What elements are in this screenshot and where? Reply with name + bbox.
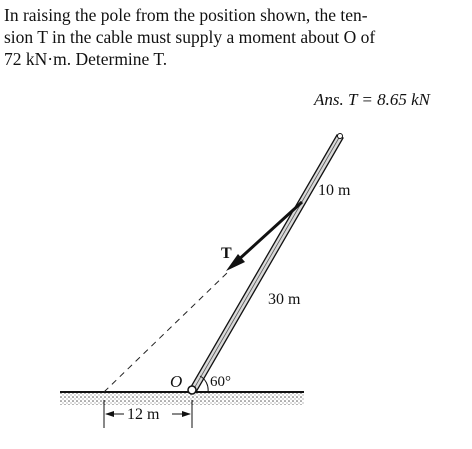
pole-tip xyxy=(338,134,343,139)
pole xyxy=(188,134,343,393)
pivot-pin xyxy=(188,386,196,394)
pivot-label: O xyxy=(170,372,183,391)
problem-line-3: 72 kN·m. Determine T. xyxy=(4,49,168,69)
top-length-label: 10 m xyxy=(318,182,351,199)
problem-line-1: In raising the pole from the position shown, the ten- xyxy=(4,5,368,25)
ground-hatching xyxy=(60,393,304,405)
pole-length-label: 30 m xyxy=(268,291,301,308)
dimension-arrow-left xyxy=(105,411,114,417)
dimension-arrow-right xyxy=(182,411,191,417)
problem-line-2: sion T in the cable must supply a moment about O of xyxy=(4,27,376,47)
angle-label: 60° xyxy=(210,374,231,390)
pole-centerline xyxy=(192,136,340,392)
base-length-label: 12 m xyxy=(127,406,160,423)
tension-label: T xyxy=(221,245,232,262)
pole-body xyxy=(188,135,343,392)
ground xyxy=(60,392,304,405)
answer-text: Ans. T = 8.65 kN xyxy=(314,90,431,109)
